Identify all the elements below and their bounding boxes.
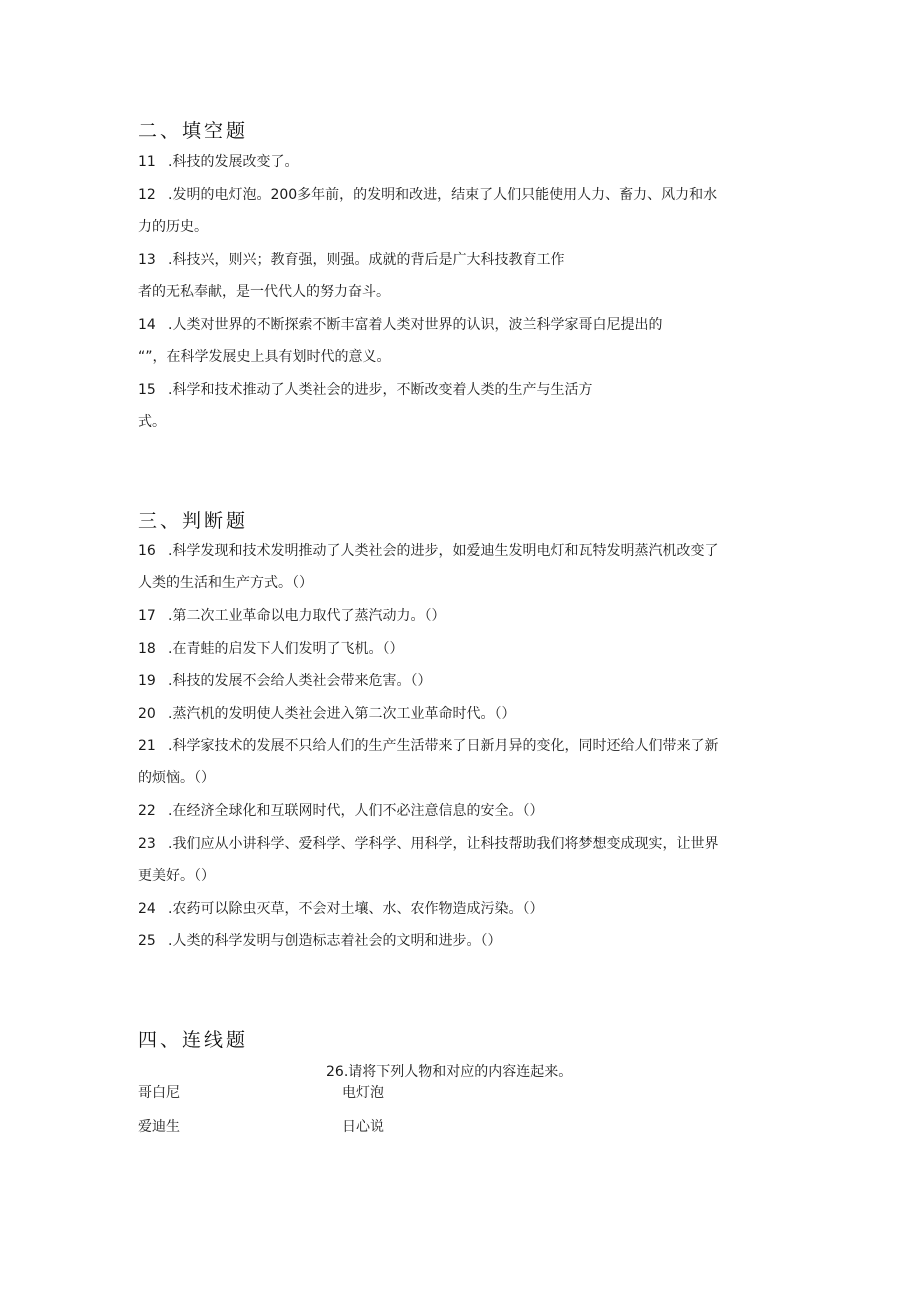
question-number: 11 xyxy=(138,154,156,170)
question-text: .蒸汽机的发明使人类社会进入第二次工业革命时代。（） xyxy=(168,706,516,722)
question-text: .我们应从小讲科学、爱科学、学科学、用科学，让科技帮助我们将梦想变成现实，让世界 xyxy=(168,836,719,852)
question-13-cont: 者的无私奉献，是一代代人的努力奋斗。 xyxy=(138,284,390,300)
question-17 xyxy=(138,606,445,626)
question-19 xyxy=(138,671,431,691)
question-21 xyxy=(138,736,718,756)
question-14 xyxy=(138,315,662,335)
question-11 xyxy=(138,152,298,172)
question-24 xyxy=(138,899,543,919)
question-15 xyxy=(138,380,592,400)
match-right-item: 日心说 xyxy=(342,1119,384,1135)
section-match-title: 四、连线题 xyxy=(138,1029,249,1051)
question-text: .在经济全球化和互联网时代，人们不必注意信息的安全。（） xyxy=(168,803,544,819)
question-text: .人类对世界的不断探索不断丰富着人类对世界的认识，波兰科学家哥白尼提出的 xyxy=(168,317,663,333)
question-text: .科技的发展不会给人类社会带来危害。（） xyxy=(168,673,432,689)
question-21-cont: 的烦恼。（） xyxy=(138,770,215,786)
question-number: 18 xyxy=(138,641,156,657)
question-text: .科技的发展改变了。 xyxy=(168,154,299,170)
question-text: .科学和技术推动了人类社会的进步，不断改变着人类的生产与生活方 xyxy=(168,382,593,398)
question-number: 24 xyxy=(138,901,156,917)
question-18 xyxy=(138,639,403,659)
question-number: 17 xyxy=(138,608,156,624)
section-judge-title: 三、判断题 xyxy=(138,510,249,532)
question-14-cont: “”，在科学发展史上具有划时代的意义。 xyxy=(138,349,391,365)
question-25 xyxy=(138,931,501,951)
question-number: 20 xyxy=(138,706,156,722)
matching-prompt: 26.请将下列人物和对应的内容连起来。 xyxy=(326,1064,573,1080)
section-fill-title: 二、填空题 xyxy=(138,120,249,142)
question-number: 13 xyxy=(138,252,156,268)
question-text: .科学发现和技术发明推动了人类社会的进步，如爱迪生发明电灯和瓦特发明蒸汽机改变了 xyxy=(168,543,719,559)
question-number: 21 xyxy=(138,738,156,754)
question-12 xyxy=(138,185,717,205)
question-23-cont: 更美好。（） xyxy=(138,868,215,884)
question-text: .人类的科学发明与创造标志着社会的文明和进步。（） xyxy=(168,933,502,949)
question-20 xyxy=(138,704,515,724)
question-number: 19 xyxy=(138,673,156,689)
question-text: .科学家技术的发展不只给人们的生产生活带来了日新月异的变化，同时还给人们带来了新 xyxy=(168,738,719,754)
question-number: 14 xyxy=(138,317,156,333)
question-number: 12 xyxy=(138,187,156,203)
question-22 xyxy=(138,801,543,821)
question-text: .发明的电灯泡。200多年前，的发明和改进，结束了人们只能使用人力、畜力、风力和水 xyxy=(168,187,718,203)
question-text: .科技兴，则兴；教育强，则强。成就的背后是广大科技教育工作 xyxy=(168,252,565,268)
question-number: 22 xyxy=(138,803,156,819)
question-number: 16 xyxy=(138,543,156,559)
question-16 xyxy=(138,541,718,561)
question-number: 15 xyxy=(138,382,156,398)
question-number: 25 xyxy=(138,933,156,949)
question-text: .在青蛙的启发下人们发明了飞机。（） xyxy=(168,641,404,657)
question-text: .农药可以除虫灭草，不会对土壤、水、农作物造成污染。（） xyxy=(168,901,544,917)
question-number: 23 xyxy=(138,836,156,852)
question-16-cont: 人类的生活和生产方式。（） xyxy=(138,575,313,591)
question-text: .第二次工业革命以电力取代了蒸汽动力。（） xyxy=(168,608,446,624)
question-15-cont: 式。 xyxy=(138,414,166,430)
question-12-cont: 力的历史。 xyxy=(138,219,208,235)
question-13 xyxy=(138,250,564,270)
match-right-item: 电灯泡 xyxy=(342,1085,384,1101)
question-23 xyxy=(138,834,718,854)
match-left-item: 哥白尼 xyxy=(138,1085,180,1101)
match-left-item: 爱迪生 xyxy=(138,1119,180,1135)
